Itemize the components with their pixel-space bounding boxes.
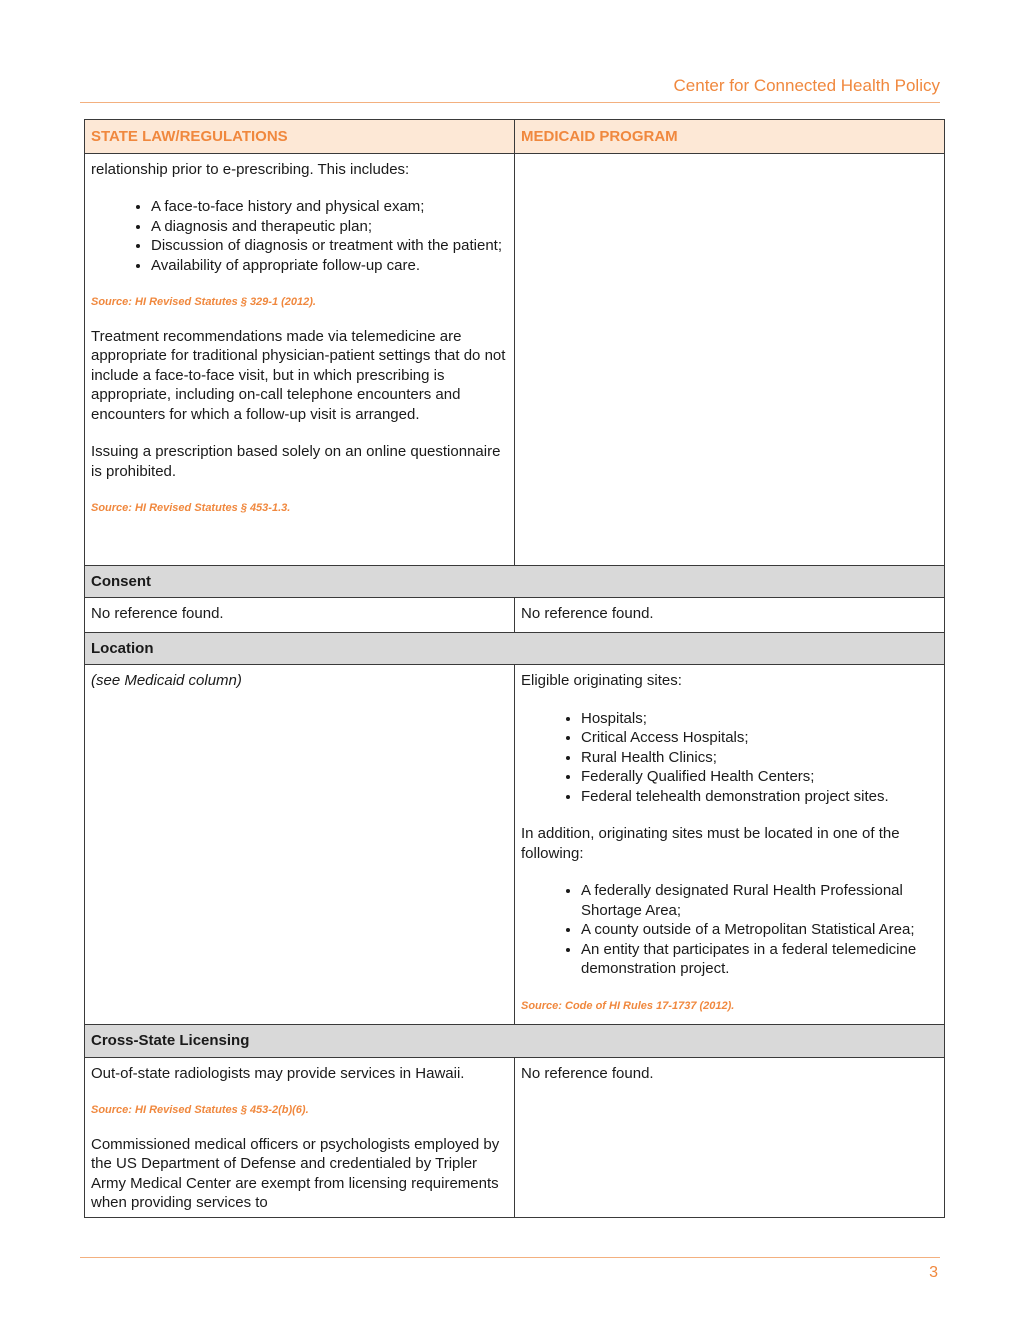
list-item: • A diagnosis and therapeutic plan; xyxy=(151,217,508,237)
table-row xyxy=(85,598,945,633)
list-item: • Discussion of diagnosis or treatment with the patient; xyxy=(151,236,508,256)
source-citation: Source: HI Revised Statutes § 329-1 (2012). xyxy=(91,296,316,308)
section-heading-location: Location xyxy=(85,632,945,665)
section-row-location xyxy=(85,632,945,665)
eprescribing-intro: relationship prior to e-prescribing. This includes: xyxy=(91,160,410,178)
source-citation: Source: HI Revised Statutes § 453-2(b)(6). xyxy=(91,1104,309,1116)
section-row-consent xyxy=(85,565,945,598)
section-row-licensing xyxy=(85,1025,945,1058)
source-citation: Source: HI Revised Statutes § 453-1.3. xyxy=(91,502,291,514)
section-heading-licensing: Cross-State Licensing xyxy=(85,1025,945,1058)
licensing-state-law-cell xyxy=(85,1057,515,1217)
list-item: • A federally designated Rural Health Professional Shortage Area; xyxy=(581,881,938,920)
location-state-law-cell xyxy=(85,665,515,1025)
table-row xyxy=(85,665,945,1025)
source-citation: Source: Code of HI Rules 17-1737 (2012). xyxy=(521,999,735,1012)
column-header-medicaid: MEDICAID PROGRAM xyxy=(515,120,945,154)
originating-sites-list xyxy=(521,709,938,807)
eprescribing-requirements-list xyxy=(91,197,508,275)
footer-divider xyxy=(80,1257,940,1258)
table-header-row xyxy=(85,120,945,154)
table-row xyxy=(85,1057,945,1217)
list-item: • A county outside of a Metropolitan Statistical Area; xyxy=(581,920,938,940)
section-heading-consent: Consent xyxy=(85,565,945,598)
column-header-state-law: STATE LAW/REGULATIONS xyxy=(85,120,515,154)
table-row xyxy=(85,153,945,565)
originating-sites-intro: Eligible originating sites: xyxy=(521,672,682,689)
radiologists-text: Out-of-state radiologists may provide services in Hawaii. xyxy=(91,1064,465,1082)
eprescribing-medicaid-cell xyxy=(515,153,945,565)
treatment-recommendations-text: Treatment recommendations made via telemedicine are appropriate for traditional physician-patient settings that do not include a face-to-face visit, but in which prescribing is appropriate, including on-call telephone encounters and encounters for which a follow-up visit is arranged. xyxy=(91,327,506,423)
licensing-medicaid-cell: No reference found. xyxy=(515,1057,945,1217)
eprescribing-state-law-cell xyxy=(85,153,515,565)
policy-table xyxy=(84,119,945,1218)
location-medicaid-cell xyxy=(515,665,945,1025)
list-item: • A face-to-face history and physical exam; xyxy=(151,197,508,217)
list-item: • Federal telehealth demonstration project sites. xyxy=(581,787,938,807)
see-medicaid-note: (see Medicaid column) xyxy=(91,672,242,689)
list-item: • Availability of appropriate follow-up care. xyxy=(151,256,508,276)
consent-medicaid-cell: No reference found. xyxy=(515,598,945,633)
military-officers-text: Commissioned medical officers or psychologists employed by the US Department of Defense and credentialed by Tripler Army Medical Center are exempt from licensing requirements when providing services to xyxy=(91,1135,500,1211)
consent-state-law-cell: No reference found. xyxy=(85,598,515,633)
list-item: • Rural Health Clinics; xyxy=(581,748,938,768)
header-divider xyxy=(80,102,940,103)
location-requirement-text: In addition, originating sites must be located in one of the following: xyxy=(521,825,900,862)
page-number: 3 xyxy=(929,1264,938,1281)
online-questionnaire-text: Issuing a prescription based solely on an online questionnaire is prohibited. xyxy=(91,443,501,480)
document-header-title: Center for Connected Health Policy xyxy=(673,76,940,95)
list-item: • An entity that participates in a federal telemedicine demonstration project. xyxy=(581,940,938,979)
location-areas-list xyxy=(521,881,938,979)
list-item: • Critical Access Hospitals; xyxy=(581,728,938,748)
list-item: • Federally Qualified Health Centers; xyxy=(581,767,938,787)
list-item: • Hospitals; xyxy=(581,709,938,729)
